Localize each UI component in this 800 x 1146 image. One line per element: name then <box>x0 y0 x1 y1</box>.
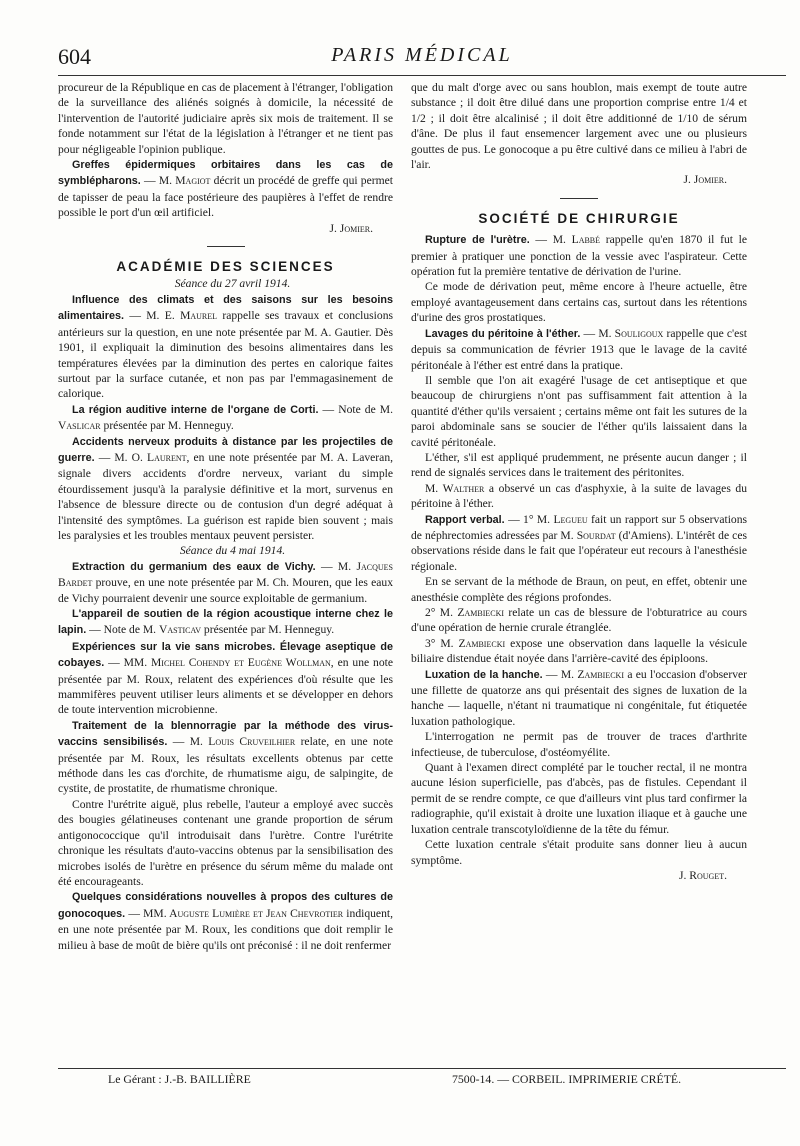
article-text: rappelle que c'est depuis sa communication de février 1913 que le lavage de la cavité péritonéale à l'éther est entré dans la pratique. <box>411 326 747 372</box>
article-text: rappelle ses travaux et conclusions antérieurs sur la question, en une note présentée par M. A. Gautier. Dès 1901, il expliquait la diminution des besoins alimentaires dans les températures élevées par la diminution des pertes en calorique faites surtout par la surface cutanée, et non pas par l'emmagasinement de calorique. <box>58 309 394 401</box>
paragraph <box>411 481 747 512</box>
article: L'appareil de soutien de la région acoustique interne chez le lapin. — Note de M. Vasticav présentée par M. Henneguy. <box>58 608 393 637</box>
section-divider <box>207 246 245 247</box>
article: Influence des climats et des saisons sur les besoins alimentaires. — M. E. Maurel rappelle ses travaux et conclusions antérieurs sur la question, en une note présentée par M. A. Gautier. Dès 1901, il expliquait la diminution des besoins alimentaires dans les températures élevées par la diminution des pertes en calorique faites surtout par la surface cutanée, et non pas par l'emmagasinement de calorique. <box>58 293 394 401</box>
paragraph: L'interrogation ne permit pas de trouver de traces d'arthrite infectieuse, de tuberculose, d'ostéomyélite. <box>411 730 747 759</box>
article-text: Note de M. <box>103 623 157 637</box>
article-greffes: Greffes épidermiques orbitaires dans les cas de symblépharons. — M. Magiot décrit un procédé de greffe qui permet de tapisser de peau la face postérieure des paupières à l'effet de rendre possible le port d'un œil artificiel. <box>58 159 393 220</box>
article-text: , en une note présentée par M. A. Laveran, signale divers accidents d'ordre nerveux, variant du simple étourdissement jusqu'à la paralysie définitive et la mort, survenus en l'absence de blessure directe ou de contusion d'un degré adéquat à l'intensité des symptômes. La guérison est rapide bien souvent ; mais les paralysies et les troubles mentaux peuvent persister. <box>58 450 394 542</box>
section-title-societe: SOCIÉTÉ DE CHIRURGIE <box>478 210 680 226</box>
section-title-academie: ACADÉMIE DES SCIENCES <box>116 259 335 275</box>
article-text: relate un cas de blessure de l'obturatrice au cours d'une opération de hernie crurale étranglée. <box>411 606 747 635</box>
article: Extraction du germanium des eaux de Vichy. — M. Jacques Bardet prouve, en une note présentée par M. Ch. Mouren, que les eaux de Vichy pourraient devenir une source exploitable de germanium. <box>58 559 394 605</box>
session-date: Séance du 27 avril 1914. <box>174 277 291 291</box>
session-date: Séance du 4 mai 1914. <box>179 544 286 558</box>
article-title: Influence des climats et des saisons sur les besoins alimentaires. <box>58 293 393 323</box>
article: Accidents nerveux produits à distance par les projectiles de guerre. — M. O. Laurent, en une note présentée par M. A. Laveran, signale divers accidents d'ordre nerveux, variant du simple étourdissement jusqu'à la paralysie définitive et la mort, survenus en l'absence de blessure directe ou de contusion d'un degré adéquat à l'intensité des symptômes. La guérison est rapide bien souvent ; mais les paralysies et les troubles mentaux peuvent persister. <box>58 435 394 542</box>
author-name: 2° M. Zambiecki <box>425 606 505 619</box>
article-text: (d'Amiens). L'intérêt de ces observations réside dans le fait que l'opérateur eut recours à l'anesthésie régionale. <box>411 528 747 573</box>
footer-rule <box>58 1068 786 1069</box>
paragraph: Cette luxation centrale s'était produite sans donner lieu à aucun symptôme. <box>411 838 747 867</box>
article-title: Quelques considérations nouvelles à propos des cultures de gonocoques. <box>58 891 393 920</box>
article-text: indiquent, en une note présentée par M. Roux, les conditions que doit remplir le milieu à base de moût de bière qu'ils ont préconisé : il ne doit renfermer <box>58 906 393 952</box>
article-text: présentée par M. Henneguy. <box>103 419 234 433</box>
article-text: décrit un procédé de greffe qui permet de tapisser de peau la face postérieure des paupières à l'effet de rendre possible le port d'un œil artificiel. <box>58 174 393 220</box>
left-column <box>58 80 393 953</box>
footer-gerant: Le Gérant : J.-B. BAILLIÈRE <box>108 1072 251 1086</box>
footer-printer: 7500-14. — CORBEIL. IMPRIMERIE CRÉTÉ. <box>452 1072 682 1086</box>
paragraph <box>411 605 747 636</box>
author-name: M. Labbé <box>552 233 601 247</box>
author-name: 1° M. Legueu <box>523 512 588 526</box>
article-text: expose une observation dans laquelle la vésicule biliaire distendue était noyée dans l'arrière-cavité des épiploons. <box>411 636 747 666</box>
page-number: 604 <box>58 44 91 69</box>
right-column <box>411 80 747 883</box>
author-name: M. Zambiecki <box>560 667 624 681</box>
article-title: Rupture de l'urètre. <box>425 234 530 247</box>
article-text: présentée par M. Henneguy. <box>203 623 335 637</box>
signature: J. Rouget. <box>678 868 727 882</box>
article: Rupture de l'urètre. — M. Labbé rappelle qu'en 1870 il fut le premier à pratiquer une ponction de la vessie avec l'aspirateur. Cette opération fut la première tentative de dérivation de l'urine. <box>411 233 748 279</box>
article: Quelques considérations nouvelles à propos des cultures de gonocoques. — MM. Auguste Lumière et Jean Chevrotier indiquent, en une note présentée par M. Roux, les conditions que doit remplir le milieu à base de moût de bière qu'ils ont préconisé : il ne doit renfermer <box>58 891 393 952</box>
author-name: MM. Auguste Lumière et Jean Chevrotier <box>143 906 344 920</box>
article-text: prouve, en une note présentée par M. Ch. Mouren, que les eaux de Vichy pourraient devenir une source exploitable de germanium. <box>58 576 393 605</box>
article-title: Accidents nerveux produits à distance par les projectiles de guerre. <box>58 435 393 464</box>
article-text: relate, en une note présentée par M. Roux, les résultats excellents obtenus par cette méthode dans les cas d'orchite, de rhumatisme aigu, de salpingite, de cystite, de prostatite, de rhumatisme chronique. <box>58 735 394 796</box>
author-name: M. O. Laurent <box>114 450 187 464</box>
article-title: Luxation de la hanche. <box>425 668 543 681</box>
article-title: Extraction du germanium des eaux de Vichy. <box>72 560 316 573</box>
article-text: fait un rapport sur 5 observations de néphrectomies adressées par M. <box>411 512 748 542</box>
article-title: Traitement de la blennorragie par la méthode des virus-vaccins sensibilisés. <box>58 719 393 749</box>
author-name: MM. Michel Cohendy et Eugène Wollman <box>123 656 331 670</box>
author-name: 3° M. Zambiecki <box>425 636 506 650</box>
author-name: M. Louis Cruveilhier <box>189 735 296 749</box>
section-divider <box>560 198 598 199</box>
signature: J. Jomier. <box>683 173 727 187</box>
author-name: Sourdat <box>576 528 616 542</box>
author-name: M. Souligoux <box>598 326 664 340</box>
author-name: M. Jacques Bardet <box>58 559 394 590</box>
paragraph: Ce mode de dérivation peut, même encore à l'heure actuelle, être employé avantageusement dans certains cas, surtout dans les rétentions d'urine des gros prostatiques. <box>411 280 747 325</box>
article: Rapport verbal. — 1° M. Legueu fait un rapport sur 5 observations de néphrectomies adressées par M. Sourdat (d'Amiens). L'intérêt de ces observations réside dans le fait que l'opérateur eut recours à l'anesthésie régionale. <box>411 512 748 573</box>
article: Lavages du péritoine à l'éther. — M. Souligoux rappelle que c'est depuis sa communication de février 1913 que le lavage de la cavité péritonéale à l'éther est entré dans la pratique. <box>411 326 747 372</box>
article: Traitement de la blennorragie par la méthode des virus-vaccins sensibilisés. — M. Louis Cruveilhier relate, en une note présentée par M. Roux, les résultats excellents obtenus par cette méthode dans les cas d'orchite, de rhumatisme aigu, de salpingite, de cystite, de prostatite, de rhumatisme chronique. <box>58 719 394 796</box>
paragraph <box>411 636 747 667</box>
author-name: M. Magiot <box>158 174 211 188</box>
article-title: Rapport verbal. <box>425 513 505 526</box>
article: Luxation de la hanche. — M. Zambiecki a eu l'occasion d'observer une fillette de quatorze ans qui présentait des signes de luxation de la hanche — laquelle, n'étant ni traumatique ni congénitale, fut étiquetée luxation pathologique. <box>411 667 747 728</box>
author-name: M. E. Maurel <box>146 309 218 323</box>
signature: J. Jomier. <box>329 221 373 235</box>
article-title: Expériences sur la vie sans microbes. Élevage aseptique de cobayes. <box>58 640 393 670</box>
article: La région auditive interne de l'organe de Corti. — Note de M. Vaslicar présentée par M. Henneguy. <box>58 402 394 433</box>
article-title: La région auditive interne de l'organe de Corti. <box>72 403 319 416</box>
author-name: Vaslicar <box>58 419 101 433</box>
paragraph: Quant à l'examen direct complété par le toucher rectal, il ne montra aucune lésion superficielle, pas d'abcès, pas de fistules. Cependant il permit de se rendre compte, ce que d'ailleurs vint plus tard confirmer la radiographie, qu'il existait à droite une luxation iliaque et à gauche une luxation centrale transcotyloïdienne de la tête du fémur. <box>411 761 747 836</box>
author-name: M. Walther <box>425 481 485 495</box>
paragraph: procureur de la République en cas de placement à l'étranger, l'obligation de la surveillance des aliénés soignés à domicile, la nécessité de l'intervention de l'autorité judiciaire après six mois de traitement. Il se fonde notamment sur l'état de la législation à l'étranger et ne tient pas pour négligeable l'opinion publique. <box>58 81 393 156</box>
article-text: a eu l'occasion d'observer une fillette de quatorze ans qui présentait des signes de luxation de la hanche — laquelle, n'étant ni traumatique ni congénitale, fut étiquetée luxation pathologique. <box>411 667 747 728</box>
article-title: Greffes épidermiques orbitaires dans les cas de symblépharons. <box>58 159 393 188</box>
article-title: L'appareil de soutien de la région acoustique interne chez le lapin. <box>58 608 393 637</box>
page-header <box>58 44 786 74</box>
article: Expériences sur la vie sans microbes. Élevage aseptique de cobayes. — MM. Michel Cohendy et Eugène Wollman, en une note présentée par M. Roux, relatent des expériences d'où résulte que les mammifères peuvent utiliser leurs aliments et se développer en dehors de toute intervention microbienne. <box>58 640 393 717</box>
article-text: a observé un cas d'asphyxie, à la suite de lavages du péritoine à l'éther. <box>411 481 747 511</box>
paragraph: En se servant de la méthode de Braun, on peut, en effet, obtenir une anesthésie complète des régions profondes. <box>411 575 747 604</box>
article-title: Lavages du péritoine à l'éther. <box>425 327 581 340</box>
paragraph: que du malt d'orge avec ou sans houblon, mais exempt de toute autre substance ; il doit être dilué dans une proportion comprise entre 1/4 et 1/2 ; il doit être alcalinisé ; il doit être additionné de 1/10 de sérum d'âne. De plus il faut ensemencer largement avec une ou plusieurs gouttes de pus. Le gonocoque a pu être cultivé dans ce milieu à l'abri de l'air. <box>411 81 747 172</box>
article-text: , en une note présentée par M. Roux, relatent des expériences d'où résulte que les mammifères peuvent utiliser leurs aliments et se développer en dehors de toute intervention microbienne. <box>58 656 393 717</box>
author-name: Vasticav <box>158 623 201 637</box>
paragraph: Il semble que l'on ait exagéré l'usage de cet antiseptique et que beaucoup de chirurgiens n'ont pas suffisamment fait attention à la quantité d'éther qu'ils versaient ; certains même ont fait les sutures de la paroi abdominale sans se soucier de l'éther qu'ils laissaient dans la cavité péritonéale. <box>411 373 747 449</box>
article-text: Note de M. <box>338 402 394 416</box>
paragraph: L'éther, s'il est appliqué prudemment, ne présente aucun danger ; il rend de signalés services dans le traitement des péritonites. <box>411 450 747 480</box>
article-text: rappelle qu'en 1870 il fut le premier à pratiquer une ponction de la vessie avec l'aspirateur. Cette opération fut la première tentative de dérivation de l'urine. <box>411 233 748 279</box>
journal-title: PARIS MÉDICAL <box>331 44 513 66</box>
paragraph: Contre l'urétrite aiguë, plus rebelle, l'auteur a employé avec succès des bougies gélatineuses contenant une grande proportion de sérum antigonococcique qu'il introduisait dans l'urètre. Contre l'urétrite chronique les résultats d'auto-vaccins obtenus par la sensibilisation des microbes isolés de l'urètre en présence du sérum même du malade ont été encourageants. <box>58 797 393 888</box>
header-rule <box>58 75 786 76</box>
